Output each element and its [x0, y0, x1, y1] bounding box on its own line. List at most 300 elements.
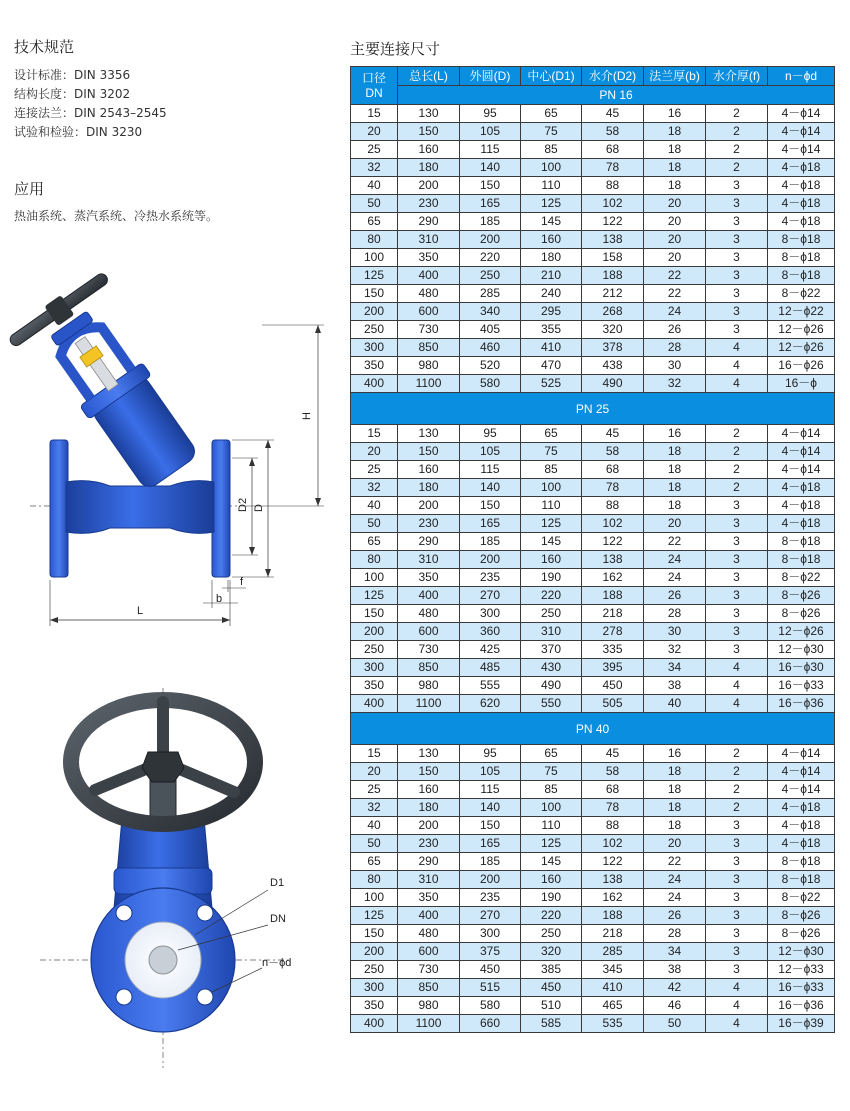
cell-f: 4 — [706, 997, 768, 1015]
cell-length: 730 — [398, 641, 460, 659]
cell-length: 160 — [398, 461, 460, 479]
cell-d2: 78 — [582, 159, 644, 177]
cell-center-diameter: 160 — [521, 231, 582, 249]
cell-length: 480 — [398, 925, 460, 943]
cell-flange-thickness: 24 — [644, 551, 706, 569]
cell-f: 3 — [706, 195, 768, 213]
cell-d2: 188 — [582, 907, 644, 925]
cell-length: 290 — [398, 213, 460, 231]
table-row — [351, 871, 835, 889]
cell-f: 2 — [706, 781, 768, 799]
cell-center-diameter: 100 — [521, 799, 582, 817]
cell-length: 480 — [398, 285, 460, 303]
cell-d2: 410 — [582, 979, 644, 997]
cell-d2: 102 — [582, 835, 644, 853]
cell-length: 400 — [398, 587, 460, 605]
cell-dn: 100 — [351, 889, 398, 907]
cell-bolt-holes: 12－ϕ26 — [768, 339, 835, 357]
cell-d2: 122 — [582, 533, 644, 551]
cell-bolt-holes: 4－ϕ18 — [768, 177, 835, 195]
cell-flange-thickness: 18 — [644, 497, 706, 515]
cell-d2: 45 — [582, 425, 644, 443]
cell-bolt-holes: 16－ϕ26 — [768, 357, 835, 375]
table-row — [351, 443, 835, 461]
cell-f: 3 — [706, 871, 768, 889]
cell-d2: 58 — [582, 123, 644, 141]
table-row — [351, 641, 835, 659]
cell-dn: 300 — [351, 659, 398, 677]
cell-bolt-holes: 4－ϕ18 — [768, 213, 835, 231]
cell-f: 2 — [706, 799, 768, 817]
cell-bolt-holes: 16－ϕ30 — [768, 659, 835, 677]
cell-center-diameter: 250 — [521, 605, 582, 623]
spec-flange: 连接法兰：DIN 2543–2545 — [14, 106, 167, 120]
cell-length: 980 — [398, 357, 460, 375]
cell-bolt-holes: 16－ϕ33 — [768, 979, 835, 997]
cell-bolt-holes: 8－ϕ18 — [768, 853, 835, 871]
cell-bolt-holes: 4－ϕ18 — [768, 195, 835, 213]
cell-dn: 40 — [351, 177, 398, 195]
cell-center-diameter: 125 — [521, 515, 582, 533]
cell-length: 730 — [398, 961, 460, 979]
cell-center-diameter: 490 — [521, 677, 582, 695]
col-header-d2: 水介(D2) — [582, 67, 644, 86]
cell-bolt-holes: 16－ϕ36 — [768, 695, 835, 713]
table-row — [351, 907, 835, 925]
cell-flange-thickness: 26 — [644, 907, 706, 925]
table-row — [351, 375, 835, 393]
cell-length: 1100 — [398, 1015, 460, 1033]
cell-outer-diameter: 620 — [460, 695, 521, 713]
cell-outer-diameter: 660 — [460, 1015, 521, 1033]
cell-bolt-holes: 4－ϕ18 — [768, 835, 835, 853]
cell-center-diameter: 220 — [521, 907, 582, 925]
cell-f: 4 — [706, 695, 768, 713]
cell-outer-diameter: 200 — [460, 551, 521, 569]
cell-outer-diameter: 580 — [460, 997, 521, 1015]
table-row — [351, 105, 835, 123]
cell-outer-diameter: 150 — [460, 817, 521, 835]
cell-bolt-holes: 16－ϕ39 — [768, 1015, 835, 1033]
cell-d2: 162 — [582, 569, 644, 587]
cell-length: 290 — [398, 853, 460, 871]
cell-dn: 200 — [351, 623, 398, 641]
cell-flange-thickness: 18 — [644, 781, 706, 799]
valve-side-view — [5, 267, 324, 626]
cell-outer-diameter: 165 — [460, 835, 521, 853]
cell-center-diameter: 240 — [521, 285, 582, 303]
cell-bolt-holes: 4－ϕ18 — [768, 515, 835, 533]
col-header-flange-thickness: 法兰厚(b) — [644, 67, 706, 86]
cell-dn: 25 — [351, 461, 398, 479]
table-row — [351, 997, 835, 1015]
table-row — [351, 339, 835, 357]
cell-length: 230 — [398, 835, 460, 853]
cell-center-diameter: 385 — [521, 961, 582, 979]
callout-D1: D1 — [270, 877, 285, 889]
cell-center-diameter: 310 — [521, 623, 582, 641]
cell-bolt-holes: 4－ϕ14 — [768, 745, 835, 763]
cell-f: 4 — [706, 677, 768, 695]
cell-outer-diameter: 580 — [460, 375, 521, 393]
cell-center-diameter: 65 — [521, 105, 582, 123]
cell-flange-thickness: 50 — [644, 1015, 706, 1033]
cell-outer-diameter: 105 — [460, 763, 521, 781]
cell-flange-thickness: 22 — [644, 533, 706, 551]
cell-dn: 25 — [351, 141, 398, 159]
cell-length: 980 — [398, 997, 460, 1015]
table-row — [351, 321, 835, 339]
cell-d2: 188 — [582, 267, 644, 285]
cell-length: 310 — [398, 551, 460, 569]
cell-outer-diameter: 360 — [460, 623, 521, 641]
cell-center-diameter: 65 — [521, 425, 582, 443]
table-row — [351, 231, 835, 249]
cell-flange-thickness: 20 — [644, 835, 706, 853]
cell-length: 290 — [398, 533, 460, 551]
cell-d2: 345 — [582, 961, 644, 979]
table-row — [351, 303, 835, 321]
cell-f: 3 — [706, 267, 768, 285]
cell-dn: 20 — [351, 123, 398, 141]
cell-outer-diameter: 115 — [460, 461, 521, 479]
cell-flange-thickness: 32 — [644, 641, 706, 659]
dim-H-label: H — [301, 412, 313, 420]
cell-outer-diameter: 460 — [460, 339, 521, 357]
group-header-pn25 — [351, 393, 835, 425]
cell-d2: 490 — [582, 375, 644, 393]
dim-D2-label: D2 — [237, 497, 249, 512]
cell-flange-thickness: 26 — [644, 587, 706, 605]
cell-outer-diameter: 285 — [460, 285, 521, 303]
cell-length: 1100 — [398, 375, 460, 393]
cell-d2: 438 — [582, 357, 644, 375]
cell-bolt-holes: 4－ϕ18 — [768, 799, 835, 817]
cell-length: 350 — [398, 569, 460, 587]
cell-flange-thickness: 34 — [644, 659, 706, 677]
cell-dn: 80 — [351, 871, 398, 889]
cell-f: 3 — [706, 817, 768, 835]
cell-outer-diameter: 375 — [460, 943, 521, 961]
cell-bolt-holes: 4－ϕ18 — [768, 479, 835, 497]
cell-outer-diameter: 520 — [460, 357, 521, 375]
cell-length: 180 — [398, 159, 460, 177]
cell-length: 200 — [398, 817, 460, 835]
valve-front-view — [40, 688, 291, 1068]
cell-flange-thickness: 18 — [644, 177, 706, 195]
cell-flange-thickness: 20 — [644, 515, 706, 533]
cell-outer-diameter: 185 — [460, 533, 521, 551]
cell-outer-diameter: 250 — [460, 267, 521, 285]
table-row — [351, 853, 835, 871]
cell-length: 600 — [398, 303, 460, 321]
cell-outer-diameter: 515 — [460, 979, 521, 997]
cell-bolt-holes: 8－ϕ18 — [768, 533, 835, 551]
cell-dn: 300 — [351, 339, 398, 357]
cell-length: 230 — [398, 195, 460, 213]
cell-f: 3 — [706, 853, 768, 871]
cell-flange-thickness: 38 — [644, 961, 706, 979]
cell-length: 310 — [398, 231, 460, 249]
table-row — [351, 925, 835, 943]
cell-bolt-holes: 4－ϕ14 — [768, 425, 835, 443]
cell-length: 130 — [398, 105, 460, 123]
cell-dn: 50 — [351, 515, 398, 533]
cell-bolt-holes: 8－ϕ22 — [768, 889, 835, 907]
cell-outer-diameter: 450 — [460, 961, 521, 979]
cell-dn: 200 — [351, 303, 398, 321]
cell-dn: 350 — [351, 357, 398, 375]
cell-center-diameter: 320 — [521, 943, 582, 961]
cell-center-diameter: 410 — [521, 339, 582, 357]
cell-flange-thickness: 20 — [644, 213, 706, 231]
cell-dn: 15 — [351, 745, 398, 763]
cell-center-diameter: 65 — [521, 745, 582, 763]
cell-f: 3 — [706, 925, 768, 943]
cell-outer-diameter: 555 — [460, 677, 521, 695]
cell-flange-thickness: 34 — [644, 943, 706, 961]
cell-dn: 15 — [351, 105, 398, 123]
table-row — [351, 123, 835, 141]
table-row — [351, 763, 835, 781]
cell-bolt-holes: 4－ϕ14 — [768, 763, 835, 781]
cell-bolt-holes: 8－ϕ18 — [768, 871, 835, 889]
cell-f: 4 — [706, 1015, 768, 1033]
table-row — [351, 497, 835, 515]
cell-dn: 32 — [351, 479, 398, 497]
cell-flange-thickness: 20 — [644, 249, 706, 267]
cell-outer-diameter: 105 — [460, 123, 521, 141]
cell-length: 600 — [398, 623, 460, 641]
cell-bolt-holes: 8－ϕ18 — [768, 249, 835, 267]
spec-test: 试验和检验：DIN 3230 — [14, 125, 143, 139]
cell-d2: 68 — [582, 141, 644, 159]
cell-center-diameter: 220 — [521, 587, 582, 605]
cell-flange-thickness: 24 — [644, 303, 706, 321]
table-row — [351, 1015, 835, 1033]
cell-f: 4 — [706, 339, 768, 357]
cell-outer-diameter: 140 — [460, 799, 521, 817]
table-row — [351, 817, 835, 835]
cell-d2: 78 — [582, 479, 644, 497]
cell-outer-diameter: 200 — [460, 231, 521, 249]
cell-outer-diameter: 405 — [460, 321, 521, 339]
cell-f: 2 — [706, 123, 768, 141]
cell-dn: 250 — [351, 321, 398, 339]
cell-flange-thickness: 18 — [644, 123, 706, 141]
cell-center-diameter: 100 — [521, 159, 582, 177]
cell-bolt-holes: 8－ϕ26 — [768, 605, 835, 623]
cell-outer-diameter: 185 — [460, 853, 521, 871]
table-row — [351, 285, 835, 303]
cell-dn: 50 — [351, 835, 398, 853]
col-header-bolt-holes: n－ϕd — [768, 67, 835, 86]
cell-bolt-holes: 8－ϕ22 — [768, 569, 835, 587]
spec-title: 技术规范 — [14, 38, 75, 56]
cell-f: 3 — [706, 569, 768, 587]
cell-length: 1100 — [398, 695, 460, 713]
cell-center-diameter: 510 — [521, 997, 582, 1015]
cell-f: 4 — [706, 979, 768, 997]
cell-center-diameter: 160 — [521, 871, 582, 889]
cell-d2: 218 — [582, 925, 644, 943]
cell-bolt-holes: 4－ϕ18 — [768, 497, 835, 515]
cell-d2: 102 — [582, 515, 644, 533]
cell-d2: 450 — [582, 677, 644, 695]
cell-center-diameter: 110 — [521, 177, 582, 195]
cell-d2: 45 — [582, 745, 644, 763]
col-header-center-diameter: 中心(D1) — [521, 67, 582, 86]
table-row — [351, 479, 835, 497]
cell-flange-thickness: 18 — [644, 461, 706, 479]
cell-outer-diameter: 200 — [460, 871, 521, 889]
cell-bolt-holes: 8－ϕ18 — [768, 231, 835, 249]
cell-dn: 40 — [351, 817, 398, 835]
cell-f: 3 — [706, 961, 768, 979]
cell-length: 980 — [398, 677, 460, 695]
cell-center-diameter: 550 — [521, 695, 582, 713]
group-label: PN 25 — [351, 393, 835, 425]
cell-f: 4 — [706, 375, 768, 393]
cell-bolt-holes: 4－ϕ14 — [768, 443, 835, 461]
cell-d2: 45 — [582, 105, 644, 123]
table-row — [351, 943, 835, 961]
cell-d2: 378 — [582, 339, 644, 357]
callout-nd: n－ϕd — [262, 957, 292, 969]
table-row — [351, 745, 835, 763]
cell-bolt-holes: 4－ϕ14 — [768, 105, 835, 123]
cell-length: 480 — [398, 605, 460, 623]
cell-flange-thickness: 18 — [644, 443, 706, 461]
cell-d2: 188 — [582, 587, 644, 605]
application-title: 应用 — [14, 180, 45, 198]
cell-f: 2 — [706, 461, 768, 479]
cell-dn: 125 — [351, 587, 398, 605]
cell-f: 3 — [706, 321, 768, 339]
cell-d2: 218 — [582, 605, 644, 623]
cell-center-diameter: 75 — [521, 123, 582, 141]
cell-d2: 335 — [582, 641, 644, 659]
cell-dn: 150 — [351, 925, 398, 943]
cell-f: 2 — [706, 443, 768, 461]
table-row — [351, 461, 835, 479]
cell-bolt-holes: 8－ϕ26 — [768, 587, 835, 605]
cell-dn: 15 — [351, 425, 398, 443]
cell-f: 2 — [706, 141, 768, 159]
cell-dn: 65 — [351, 533, 398, 551]
cell-bolt-holes: 8－ϕ22 — [768, 285, 835, 303]
cell-d2: 68 — [582, 781, 644, 799]
cell-d2: 505 — [582, 695, 644, 713]
cell-flange-thickness: 20 — [644, 195, 706, 213]
cell-bolt-holes: 16－ϕ — [768, 375, 835, 393]
cell-f: 2 — [706, 425, 768, 443]
cell-f: 3 — [706, 835, 768, 853]
cell-length: 150 — [398, 123, 460, 141]
cell-bolt-holes: 12－ϕ30 — [768, 943, 835, 961]
cell-outer-diameter: 300 — [460, 605, 521, 623]
cell-outer-diameter: 140 — [460, 479, 521, 497]
cell-outer-diameter: 300 — [460, 925, 521, 943]
cell-center-diameter: 85 — [521, 781, 582, 799]
cell-d2: 78 — [582, 799, 644, 817]
cell-outer-diameter: 115 — [460, 141, 521, 159]
cell-length: 200 — [398, 177, 460, 195]
cell-f: 3 — [706, 551, 768, 569]
cell-bolt-holes: 4－ϕ14 — [768, 781, 835, 799]
cell-dn: 350 — [351, 997, 398, 1015]
cell-dn: 65 — [351, 213, 398, 231]
cell-bolt-holes: 12－ϕ33 — [768, 961, 835, 979]
cell-center-diameter: 430 — [521, 659, 582, 677]
cell-dn: 350 — [351, 677, 398, 695]
cell-length: 200 — [398, 497, 460, 515]
cell-outer-diameter: 485 — [460, 659, 521, 677]
cell-dn: 400 — [351, 375, 398, 393]
cell-d2: 138 — [582, 551, 644, 569]
table-row — [351, 267, 835, 285]
cell-dn: 200 — [351, 943, 398, 961]
application-text: 热油系统、蒸汽系统、冷热水系统等。 — [14, 209, 219, 223]
cell-center-diameter: 160 — [521, 551, 582, 569]
cell-center-diameter: 190 — [521, 889, 582, 907]
cell-length: 350 — [398, 249, 460, 267]
cell-outer-diameter: 150 — [460, 497, 521, 515]
cell-flange-thickness: 24 — [644, 871, 706, 889]
cell-f: 3 — [706, 907, 768, 925]
cell-bolt-holes: 8－ϕ26 — [768, 925, 835, 943]
cell-length: 850 — [398, 979, 460, 997]
cell-center-diameter: 370 — [521, 641, 582, 659]
cell-outer-diameter: 340 — [460, 303, 521, 321]
table-row — [351, 889, 835, 907]
cell-length: 350 — [398, 889, 460, 907]
cell-center-diameter: 250 — [521, 925, 582, 943]
cell-center-diameter: 125 — [521, 195, 582, 213]
cell-center-diameter: 295 — [521, 303, 582, 321]
table-row — [351, 569, 835, 587]
cell-outer-diameter: 235 — [460, 889, 521, 907]
cell-dn: 300 — [351, 979, 398, 997]
cell-flange-thickness: 46 — [644, 997, 706, 1015]
cell-length: 310 — [398, 871, 460, 889]
cell-dn: 100 — [351, 249, 398, 267]
spec-design-standard: 设计标准：DIN 3356 — [14, 68, 131, 82]
group-header-pn25-wrap — [351, 393, 835, 425]
cell-f: 4 — [706, 357, 768, 375]
cell-flange-thickness: 24 — [644, 569, 706, 587]
cell-length: 730 — [398, 321, 460, 339]
cell-outer-diameter: 95 — [460, 745, 521, 763]
cell-flange-thickness: 30 — [644, 357, 706, 375]
cell-center-diameter: 145 — [521, 533, 582, 551]
cell-f: 3 — [706, 303, 768, 321]
cell-center-diameter: 525 — [521, 375, 582, 393]
cell-d2: 320 — [582, 321, 644, 339]
cell-dn: 25 — [351, 781, 398, 799]
cell-flange-thickness: 40 — [644, 695, 706, 713]
cell-outer-diameter: 165 — [460, 515, 521, 533]
cell-bolt-holes: 16－ϕ33 — [768, 677, 835, 695]
cell-center-diameter: 450 — [521, 979, 582, 997]
cell-center-diameter: 75 — [521, 443, 582, 461]
table-row — [351, 623, 835, 641]
group-pn16-rows — [351, 105, 835, 393]
cell-center-diameter: 110 — [521, 817, 582, 835]
cell-outer-diameter: 235 — [460, 569, 521, 587]
table-row — [351, 961, 835, 979]
cell-outer-diameter: 150 — [460, 177, 521, 195]
